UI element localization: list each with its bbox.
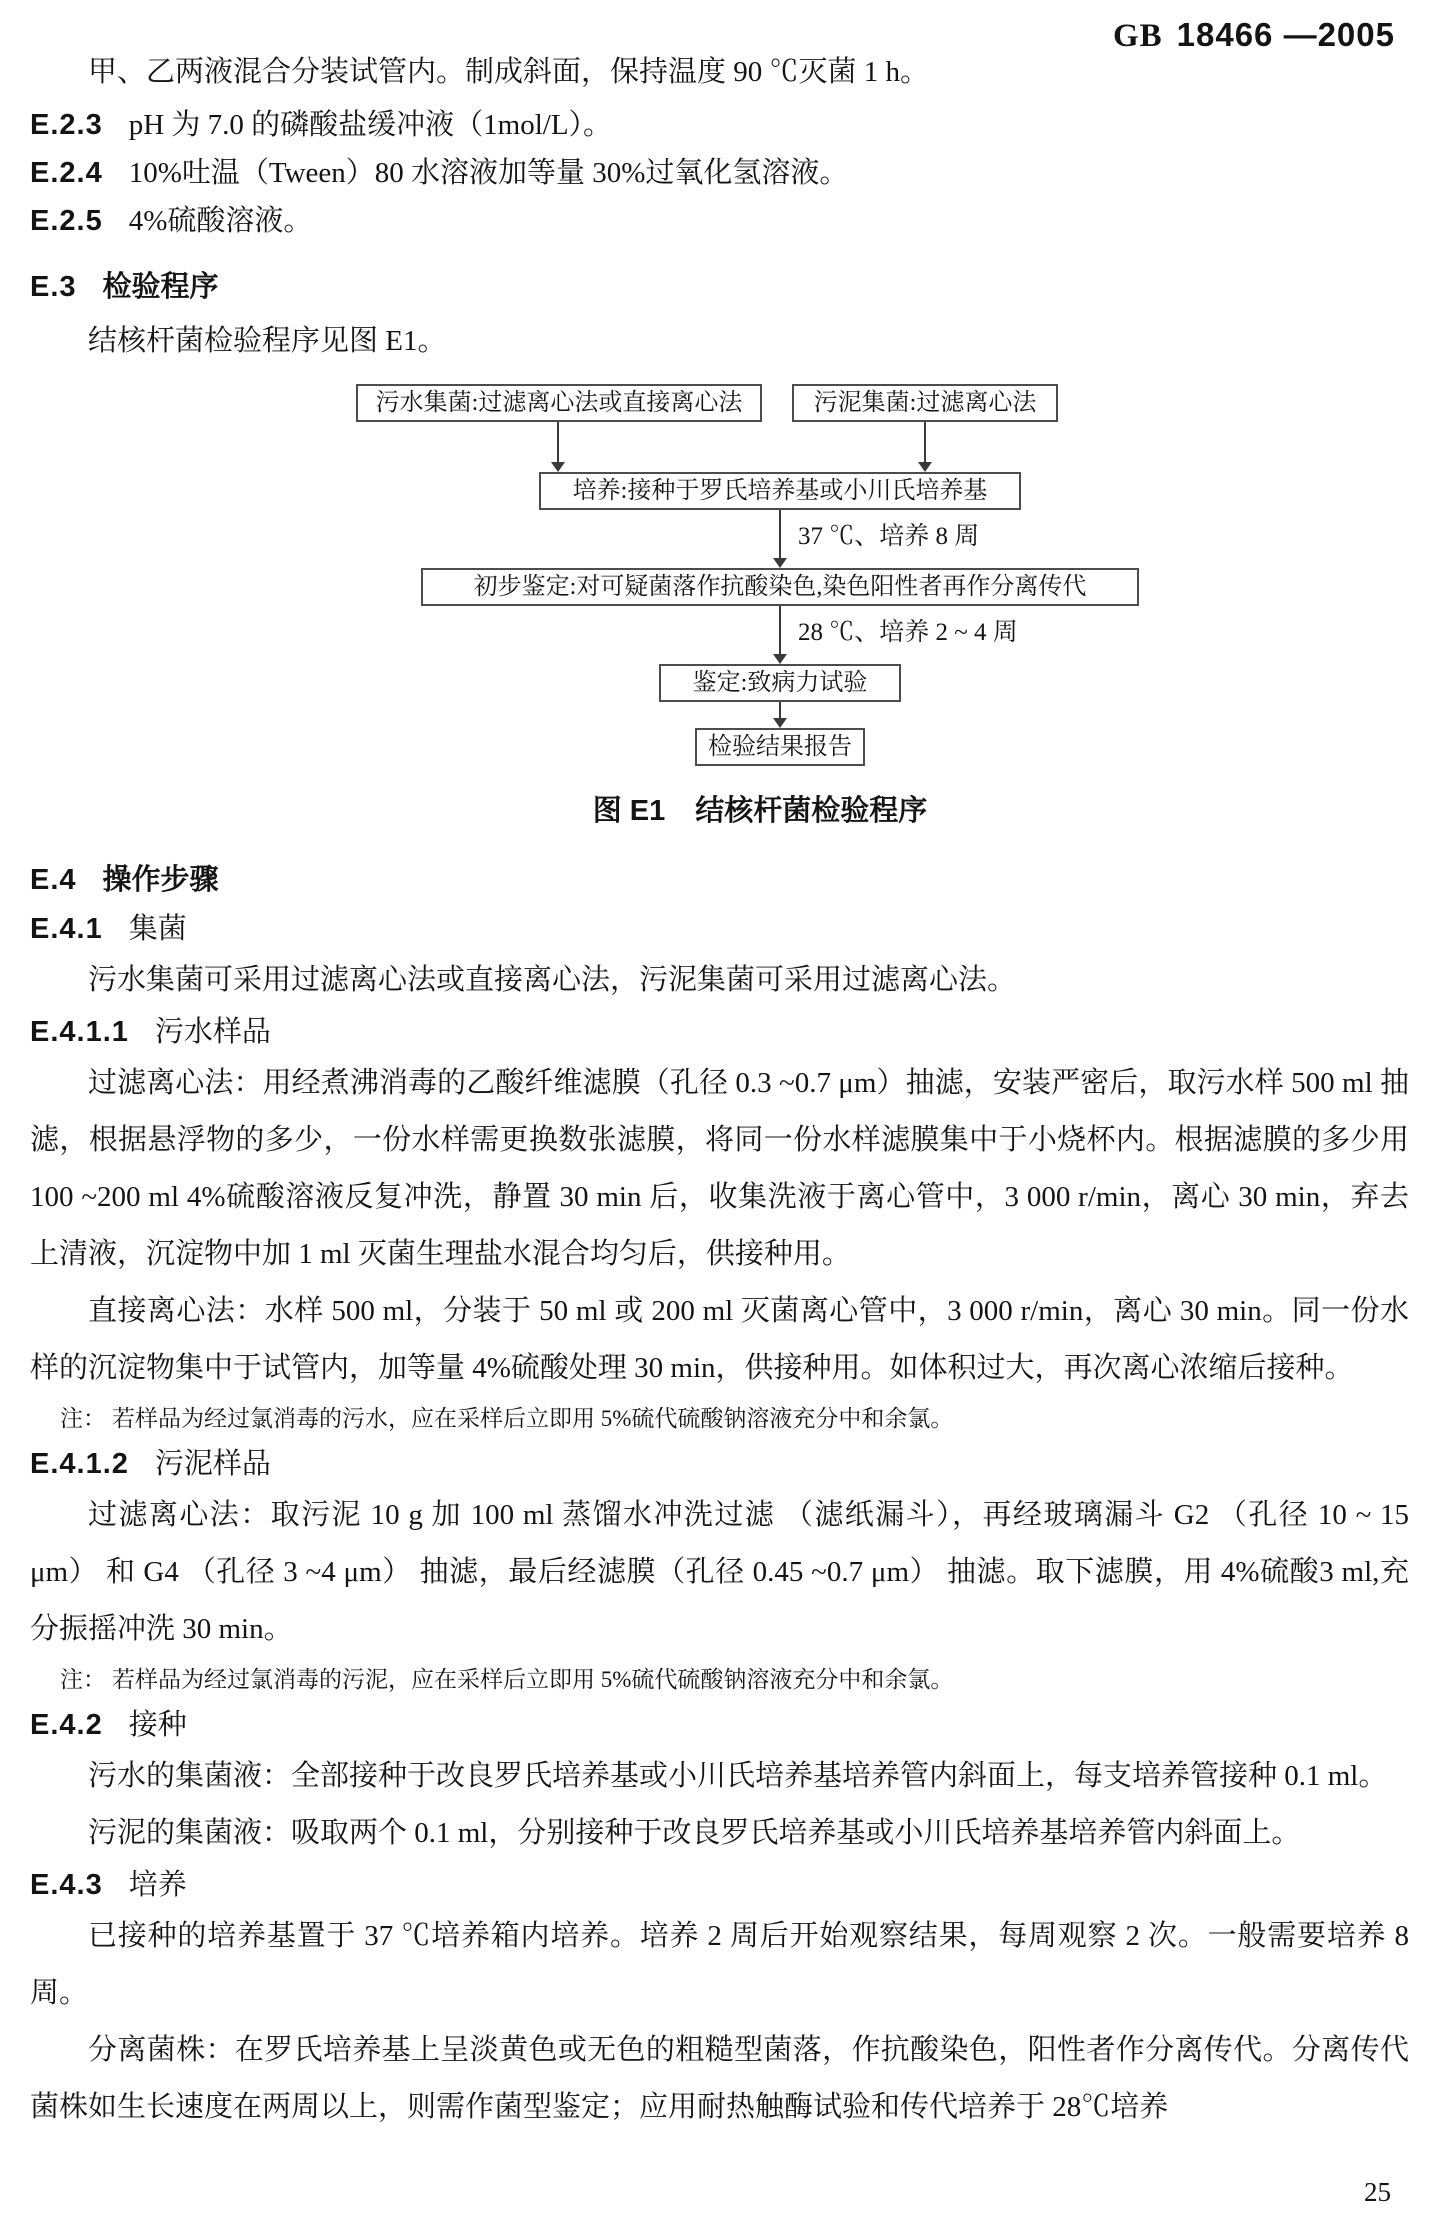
heading-title: 接种 <box>128 1709 187 1741</box>
page-content <box>30 44 1409 2136</box>
flowchart-box-preliminary-identification: 初步鉴定:对可疑菌落作抗酸染色,染色阳性者再作分离传代 <box>421 568 1139 606</box>
note-label: 注： <box>60 1667 106 1692</box>
heading-e3 <box>30 267 1409 307</box>
flowchart-box-result-report: 检验结果报告 <box>695 728 865 766</box>
figure-caption <box>310 792 1210 830</box>
heading-e4-1-1 <box>30 1009 1409 1055</box>
note-sludge-chlorine <box>60 1660 1409 1700</box>
arrow-down-icon <box>773 718 787 728</box>
flow-connector-line <box>779 702 781 719</box>
clause-e2-5 <box>30 197 1409 245</box>
paragraph-incubation: 已接种的培养基置于 37 ℃培养箱内培养。培养 2 周后开始观察结果，每周观察 2 次。一般需要培养 8 周。 <box>30 1920 1409 2009</box>
flowchart-box-pathogenicity-test: 鉴定:致病力试验 <box>659 664 901 702</box>
heading-e4-2 <box>30 1702 1409 1748</box>
paragraph-sludge-inoculation: 污泥的集菌液：吸取两个 0.1 ml，分别接种于改良罗氏培养基或小川氏培养基培养管内斜面上。 <box>88 1817 1301 1849</box>
flowchart-box-sewage-collection: 污水集菌:过滤离心法或直接离心法 <box>356 384 762 422</box>
clause-text: pH 为 7.0 的磷酸盐缓冲液（1mol/L）。 <box>128 109 613 141</box>
standard-prefix: GB <box>1112 18 1163 54</box>
clause-number: E.2.5 <box>30 205 103 237</box>
heading-number: E.4.2 <box>30 1709 103 1741</box>
flow-connector-line <box>924 422 926 463</box>
clause-text: 10%吐温（Tween）80 水溶液加等量 30%过氧化氢溶液。 <box>128 157 849 189</box>
heading-e4-1 <box>30 906 1409 952</box>
heading-e4-3 <box>30 1862 1409 1908</box>
clause-e2-4 <box>30 149 1409 197</box>
heading-title: 检验程序 <box>102 271 219 303</box>
paragraph-sludge-filtration: 过滤离心法：取污泥 10 g 加 100 ml 蒸馏水冲洗过滤 （滤纸漏斗），再经玻璃漏斗 G2 （孔径 10 ~ 15 μm） 和 G4 （孔径 3 ~4 μm） 抽滤，最后经滤膜（孔径 0.45 ~0.7 μm） 抽滤。取下滤膜，用 4%硫酸3 ml,充分振摇冲洗 30 min。 <box>30 1499 1409 1645</box>
clause-number: E.2.4 <box>30 157 103 189</box>
arrow-down-icon <box>773 558 787 568</box>
flow-connector-line <box>779 606 781 655</box>
heading-number: E.4 <box>30 864 77 896</box>
standard-number: 18466 —2005 <box>1176 16 1395 53</box>
paragraph-sewage-inoculation: 污水的集菌液：全部接种于改良罗氏培养基或小川氏培养基培养管内斜面上，每支培养管接种 0.1 ml。 <box>88 1760 1388 1792</box>
flow-connector-line <box>557 422 559 463</box>
arrow-down-icon <box>551 462 565 472</box>
arrow-down-icon <box>773 654 787 664</box>
clause-e2-3 <box>30 101 1409 149</box>
note-sewage-chlorine <box>60 1399 1409 1439</box>
flowchart-box-sludge-collection: 污泥集菌:过滤离心法 <box>792 384 1058 422</box>
heading-title: 污水样品 <box>154 1016 271 1048</box>
clause-number: E.2.3 <box>30 109 103 141</box>
heading-number: E.4.1 <box>30 913 103 945</box>
heading-number: E.4.1.1 <box>30 1016 129 1048</box>
heading-number: E.4.1.2 <box>30 1448 129 1480</box>
heading-number: E.3 <box>30 271 77 303</box>
heading-title: 培养 <box>128 1869 187 1901</box>
note-text: 若样品为经过氯消毒的污水，应在采样后立即用 5%硫代硫酸钠溶液充分中和余氯。 <box>112 1406 954 1431</box>
paragraph-strain-isolation: 分离菌株：在罗氏培养基上呈淡黄色或无色的粗糙型菌落，作抗酸染色，阳性者作分离传代。分离传代菌株如生长速度在两周以上，则需作菌型鉴定；应用耐热触酶试验和传代培养于 28℃培养 <box>30 2034 1409 2123</box>
heading-e4 <box>30 860 1409 900</box>
flowchart-figure-e1 <box>310 384 1210 766</box>
flow-connector-line <box>779 510 781 559</box>
flow-label-37c: 37 ℃、培养 8 周 <box>798 523 980 550</box>
paragraph-intro: 甲、乙两液混合分装试管内。制成斜面，保持温度 90 ℃灭菌 1 h。 <box>88 56 930 88</box>
figure-title: 结核杆菌检验程序 <box>695 795 928 827</box>
flow-label-28c: 28 ℃、培养 2 ~ 4 周 <box>798 619 1018 646</box>
page-number: 25 <box>1364 2177 1391 2207</box>
heading-title: 操作步骤 <box>102 864 219 896</box>
heading-title: 集菌 <box>128 913 187 945</box>
heading-title: 污泥样品 <box>154 1448 271 1480</box>
heading-number: E.4.3 <box>30 1869 103 1901</box>
flowchart-box-culture: 培养:接种于罗氏培养基或小川氏培养基 <box>539 472 1021 510</box>
clause-text: 4%硫酸溶液。 <box>128 205 313 237</box>
paragraph-filtration-method: 过滤离心法：用经煮沸消毒的乙酸纤维滤膜（孔径 0.3 ~0.7 μm）抽滤，安装严密后，取污水样 500 ml 抽滤，根据悬浮物的多少，一份水样需更换数张滤膜，将同一份水样滤膜集中于小烧杯内。根据滤膜的多少用 100 ~200 ml 4%硫酸溶液反复冲洗，静置 30 min 后，收集洗液于离心管中，3 000 r/min，离心 30 min，弃去上清液，沉淀物中加 1 ml 灭菌生理盐水混合均匀后，供接种用。 <box>30 1067 1409 1270</box>
paragraph-e4-1: 污水集菌可采用过滤离心法或直接离心法，污泥集菌可采用过滤离心法。 <box>88 964 1017 996</box>
note-label: 注： <box>60 1406 106 1431</box>
heading-e4-1-2 <box>30 1441 1409 1487</box>
paragraph-direct-centrifugation: 直接离心法：水样 500 ml，分装于 50 ml 或 200 ml 灭菌离心管中，3 000 r/min，离心 30 min。同一份水样的沉淀物集中于试管内，加等量 4%硫酸处理 30 min，供接种用。如体积过大，再次离心浓缩后接种。 <box>30 1295 1409 1384</box>
arrow-down-icon <box>918 462 932 472</box>
paragraph-e3-intro: 结核杆菌检验程序见图 E1。 <box>88 325 447 357</box>
figure-number: 图 E1 <box>592 795 666 827</box>
note-text: 若样品为经过氯消毒的污泥，应在采样后立即用 5%硫代硫酸钠溶液充分中和余氯。 <box>112 1667 954 1692</box>
